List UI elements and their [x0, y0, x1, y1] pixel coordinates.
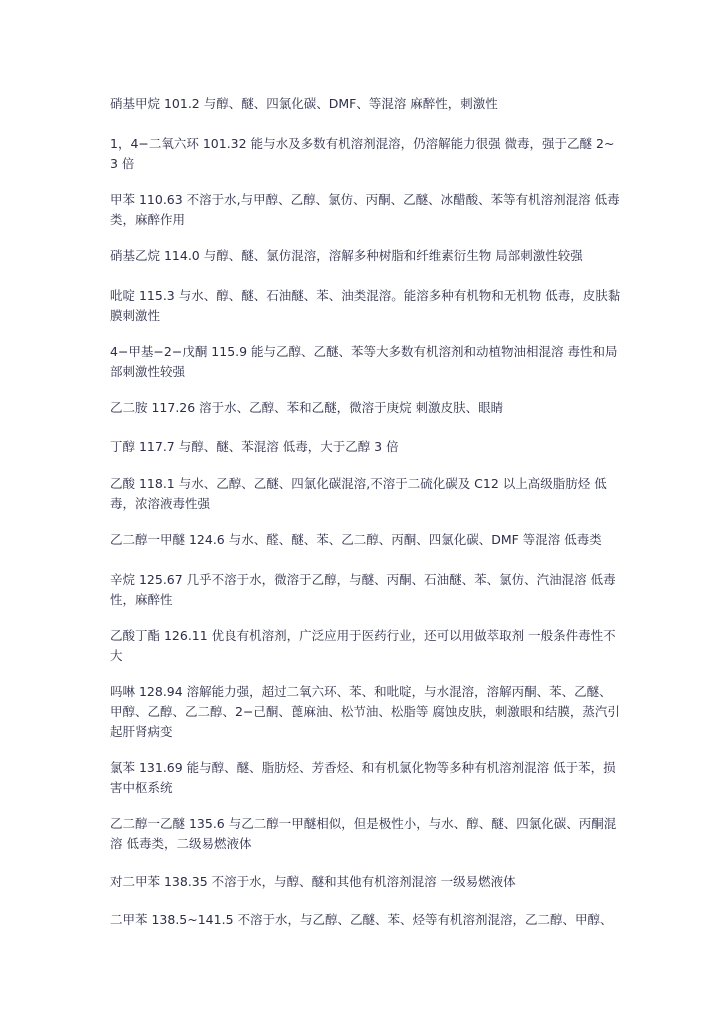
solvent-entry-nitroethane: 硝基乙烷 114.0 与醇、醚、氯仿混溶，溶解多种树脂和纤维素衍生物 局部刺激性较强: [110, 248, 583, 263]
solvent-entry-butyl-acetate: 乙酸丁酯 126.11 优良有机溶剂，广泛应用于医药行业，还可以用做萃取剂 一般条件毒性不大: [110, 628, 616, 663]
solvent-entry-butanol: 丁醇 117.7 与醇、醚、苯混溶 低毒，大于乙醇 3 倍: [110, 439, 399, 454]
solvent-entry-acetic-acid: 乙酸 118.1 与水、乙醇、乙醚、四氯化碳混溶,不溶于二硫化碳及 C12 以上高级脂肪烃 低毒，浓溶液毒性强: [110, 476, 607, 511]
solvent-entry-p-xylene: 对二甲苯 138.35 不溶于水，与醇、醚和其他有机溶剂混溶 一级易燃液体: [110, 874, 516, 889]
solvent-entry-pyridine: 吡啶 115.3 与水、醇、醚、石油醚、苯、油类混溶。能溶多种有机物和无机物 低毒，皮肤黏膜刺激性: [110, 288, 621, 323]
solvent-entry-nitromethane: 硝基甲烷 101.2 与醇、醚、四氯化碳、DMF、等混溶 麻醉性，刺激性: [110, 96, 498, 111]
solvent-entry-morpholine: 吗啉 128.94 溶解能力强，超过二氧六环、苯、和吡啶，与水混溶，溶解丙酮、苯、乙醚、甲醇、乙醇、乙二醇、2−己酮、蓖麻油、松节油、松脂等 腐蚀皮肤，刺激眼和结膜，蒸汽引起肝肾病变: [110, 684, 620, 739]
solvent-entry-chlorobenzene: 氯苯 131.69 能与醇、醚、脂肪烃、芳香烃、和有机氯化物等多种有机溶剂混溶 低于苯，损害中枢系统: [110, 760, 616, 795]
solvent-entry-ethylenediamine: 乙二胺 117.26 溶于水、乙醇、苯和乙醚，微溶于庚烷 刺激皮肤、眼睛: [110, 400, 504, 415]
solvent-entry-octane: 辛烷 125.67 几乎不溶于水，微溶于乙醇，与醚、丙酮、石油醚、苯、氯仿、汽油混溶 低毒性，麻醉性: [110, 572, 616, 607]
solvent-entry-xylene: 二甲苯 138.5~141.5 不溶于水，与乙醇、乙醚、苯、烃等有机溶剂混溶，乙二醇、甲醇、: [110, 912, 613, 927]
solvent-entry-methyl-pentanone: 4−甲基−2−戊酮 115.9 能与乙醇、乙醚、苯等大多数有机溶剂和动植物油相混溶 毒性和局部刺激性较强: [110, 344, 618, 379]
solvent-entry-toluene: 甲苯 110.63 不溶于水,与甲醇、乙醇、氯仿、丙酮、乙醚、冰醋酸、苯等有机溶剂混溶 低毒类，麻醉作用: [110, 192, 620, 227]
solvent-entry-dioxane: 1，4−二氧六环 101.32 能与水及多数有机溶剂混溶，仍溶解能力很强 微毒，强于乙醚 2~3 倍: [110, 136, 615, 171]
solvent-entry-methoxyethanol: 乙二醇一甲醚 124.6 与水、醛、醚、苯、乙二醇、丙酮、四氯化碳、DMF 等混溶 低毒类: [110, 532, 602, 547]
solvent-entry-ethoxyethanol: 乙二醇一乙醚 135.6 与乙二醇一甲醚相似，但是极性小，与水、醇、醚、四氯化碳、丙酮混溶 低毒类，二级易燃液体: [110, 816, 617, 851]
